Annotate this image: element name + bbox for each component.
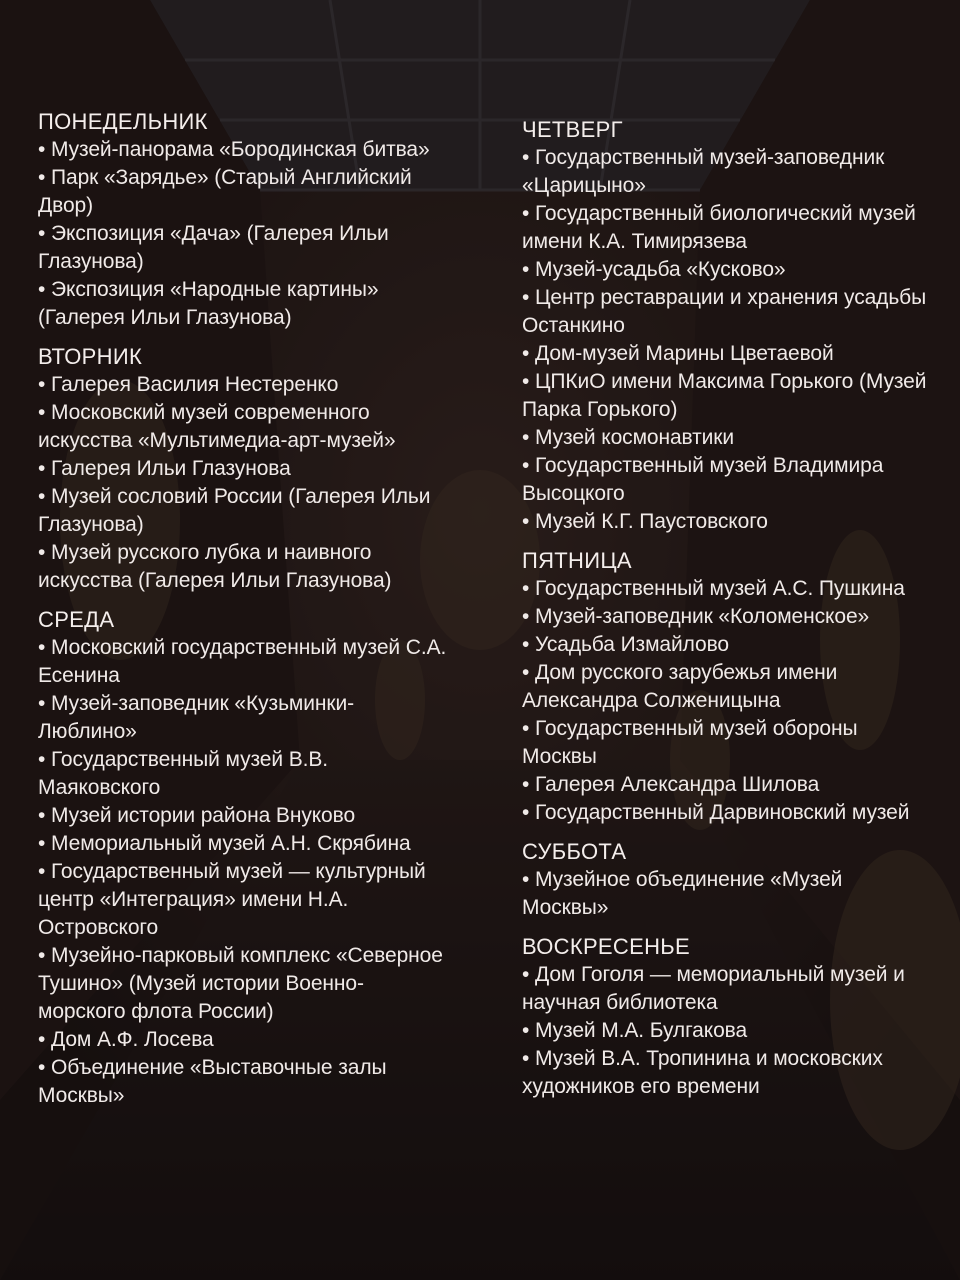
day-thursday [522, 116, 932, 536]
museum-item: • Музей-усадьба «Кусково» [522, 256, 932, 284]
day-title-wednesday: СРЕДА [38, 607, 115, 632]
museum-item: • Музей сословий России (Галерея Ильи Глазунова) [38, 483, 448, 539]
day-monday [38, 108, 448, 332]
museum-item: • Музей космонавтики [522, 424, 932, 452]
day-wednesday [38, 606, 448, 1110]
museum-item: • Галерея Ильи Глазунова [38, 455, 448, 483]
museum-item: • Дом А.Ф. Лосева [38, 1026, 448, 1054]
museum-item: • Мемориальный музей А.Н. Скрябина [38, 830, 448, 858]
museum-item: • Московский музей современного искусства «Мультимедиа-арт-музей» [38, 399, 448, 455]
day-tuesday [38, 343, 448, 595]
museum-item: • Музей В.А. Тропинина и московских художников его времени [522, 1045, 932, 1101]
day-title-friday: ПЯТНИЦА [522, 548, 632, 573]
museum-item: • Государственный биологический музей имени К.А. Тимирязева [522, 200, 932, 256]
museum-item: • Музейно-парковый комплекс «Северное Тушино» (Музей истории Военно-морского флота России) [38, 942, 448, 1026]
museum-item: • Центр реставрации и хранения усадьбы Останкино [522, 284, 932, 340]
museum-item: • Государственный музей А.С. Пушкина [522, 575, 932, 603]
museum-item: • Музей-заповедник «Кузьминки-Люблино» [38, 690, 448, 746]
museum-item: • Музей К.Г. Паустовского [522, 508, 932, 536]
day-sunday [522, 933, 932, 1101]
museum-item: • Государственный музей В.В. Маяковского [38, 746, 448, 802]
museum-item: • Музей русского лубка и наивного искусства (Галерея Ильи Глазунова) [38, 539, 448, 595]
museum-item: • Дом Гоголя — мемориальный музей и научная библиотека [522, 961, 932, 1017]
museum-item: • Государственный Дарвиновский музей [522, 799, 932, 827]
museum-item: • Государственный музей обороны Москвы [522, 715, 932, 771]
museum-item: • Государственный музей Владимира Высоцкого [522, 452, 932, 508]
schedule-right-column [522, 116, 932, 1101]
day-title-monday: ПОНЕДЕЛЬНИК [38, 109, 208, 134]
museum-item: • Усадьба Измайлово [522, 631, 932, 659]
museum-item: • Московский государственный музей С.А. Есенина [38, 634, 448, 690]
day-friday [522, 547, 932, 827]
museum-item: • Музейное объединение «Музей Москвы» [522, 866, 932, 922]
day-title-saturday: СУББОТА [522, 839, 627, 864]
day-saturday [522, 838, 932, 922]
museum-item: • Государственный музей-заповедник «Царицыно» [522, 144, 932, 200]
museum-item: • Дом русского зарубежья имени Александра Солженицына [522, 659, 932, 715]
museum-item: • Экспозиция «Народные картины» (Галерея Ильи Глазунова) [38, 276, 448, 332]
museum-item: • Музей М.А. Булгакова [522, 1017, 932, 1045]
museum-item: • Галерея Василия Нестеренко [38, 371, 448, 399]
museum-item: • Экспозиция «Дача» (Галерея Ильи Глазунова) [38, 220, 448, 276]
day-title-sunday: ВОСКРЕСЕНЬЕ [522, 934, 690, 959]
museum-item: • Парк «Зарядье» (Старый Английский Двор) [38, 164, 448, 220]
museum-item: • Государственный музей — культурный центр «Интеграция» имени Н.А. Островского [38, 858, 448, 942]
museum-item: • Дом-музей Марины Цветаевой [522, 340, 932, 368]
schedule-left-column [38, 108, 448, 1110]
museum-item: • Музей-заповедник «Коломенское» [522, 603, 932, 631]
museum-item: • Музей-панорама «Бородинская битва» [38, 136, 448, 164]
day-title-tuesday: ВТОРНИК [38, 344, 143, 369]
museum-item: • Галерея Александра Шилова [522, 771, 932, 799]
museum-item: • ЦПКиО имени Максима Горького (Музей Парка Горького) [522, 368, 932, 424]
day-title-thursday: ЧЕТВЕРГ [522, 117, 623, 142]
museum-item: • Музей истории района Внуково [38, 802, 448, 830]
museum-item: • Объединение «Выставочные залы Москвы» [38, 1054, 448, 1110]
